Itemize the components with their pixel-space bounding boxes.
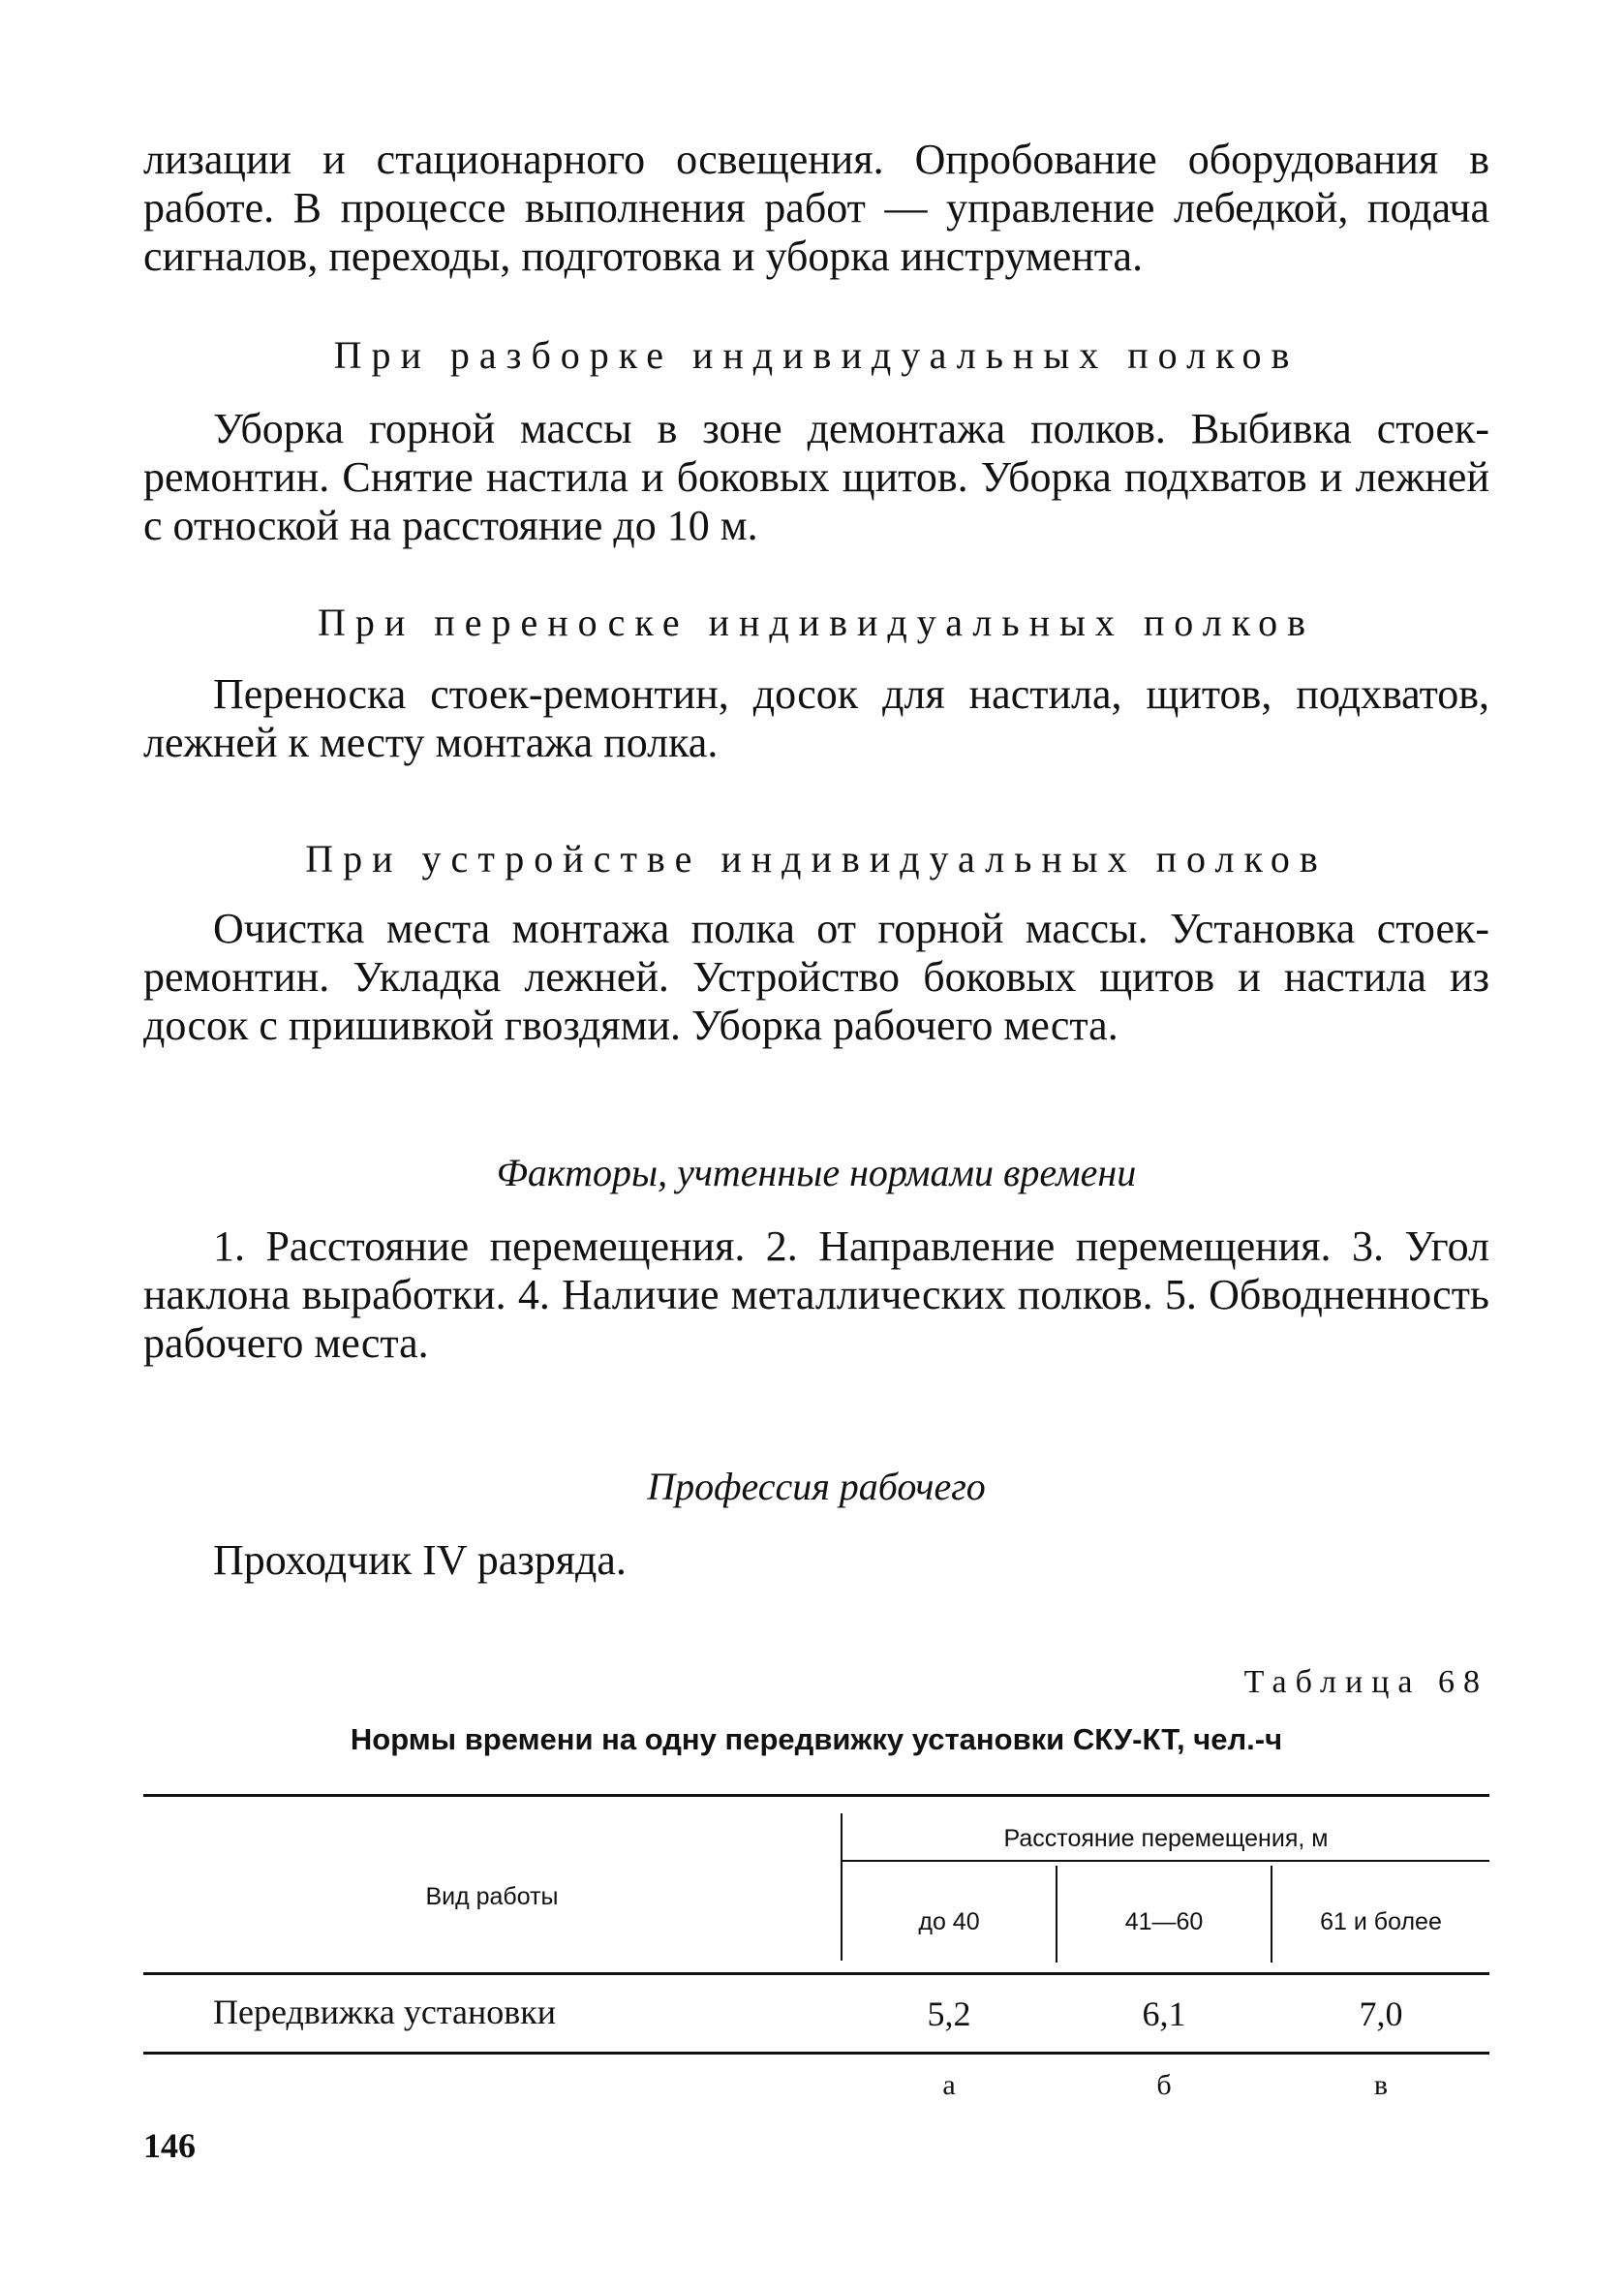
- section-heading-carrying: При переноске индивидуальных полков: [318, 601, 1315, 644]
- factors-heading: Факторы, учтенные нормами времени: [496, 1151, 1137, 1194]
- table-title: Нормы времени на одну передвижку установки СКУ-КТ, чел.-ч: [350, 1722, 1283, 1756]
- table-header-col-2: 41—60: [1124, 1908, 1204, 1935]
- table-cell-1: 5,2: [927, 1994, 971, 2033]
- table-header-col-3: 61 и более: [1320, 1908, 1442, 1935]
- table-cell-2: 6,1: [1142, 1994, 1186, 2033]
- profession-heading: Профессия рабочего: [647, 1465, 986, 1508]
- table-label: Таблица 68: [1243, 1664, 1488, 1700]
- section-heading-dismantling: При разборке индивидуальных полков: [333, 333, 1300, 377]
- section-text-dismantling: Уборка горной массы в зоне демонтажа полков. Выбивка стоек-ремонтин. Снятие настила и боковых щитов. Уборка подхватов и лежней с отноской на расстояние до 10 м.: [143, 405, 1489, 549]
- section-text-carrying: Переноска стоек-ремонтин, досок для настила, щитов, подхватов, лежней к месту монтажа полка.: [143, 670, 1489, 766]
- table-top-rule: [143, 1794, 1489, 1797]
- section-text-installation: Очистка места монтажа полка от горной массы. Установка стоек-ремонтин. Укладка лежней. Устройство боковых щитов и настила из досок с пришивкой гвоздями. Уборка рабочего места.: [143, 905, 1489, 1049]
- profession-text: Проходчик IV разряда.: [213, 1536, 627, 1584]
- page-number: 146: [143, 2126, 196, 2165]
- table-bottom-rule: [143, 2052, 1489, 2055]
- table-group-header: Расстояние перемещения, м: [1003, 1825, 1329, 1852]
- table-cell-3: 7,0: [1359, 1994, 1403, 2033]
- factors-text: 1. Расстояние перемещения. 2. Направление перемещения. 3. Угол наклона выработки. 4. Наличие металлических полков. 5. Обводненность рабочего места.: [143, 1222, 1489, 1367]
- intro-paragraph: лизации и стационарного освещения. Опробование оборудования в работе. В процессе выполнения работ — управление лебедкой, подача сигналов, переходы, подготовка и уборка инструмента.: [143, 136, 1489, 280]
- table-col-key-3: в: [1373, 2069, 1389, 2101]
- table-header-rule: [143, 1972, 1489, 1975]
- table-header-work: Вид работы: [425, 1883, 559, 1910]
- section-heading-installation: При устройстве индивидуальных полков: [305, 837, 1328, 881]
- table-header-col-1: до 40: [918, 1908, 980, 1935]
- table-col-key-2: б: [1156, 2069, 1172, 2101]
- table-group-rule: [843, 1860, 1489, 1862]
- table-col-key-1: а: [942, 2069, 956, 2101]
- table-row-work: Передвижка установки: [213, 1993, 557, 2031]
